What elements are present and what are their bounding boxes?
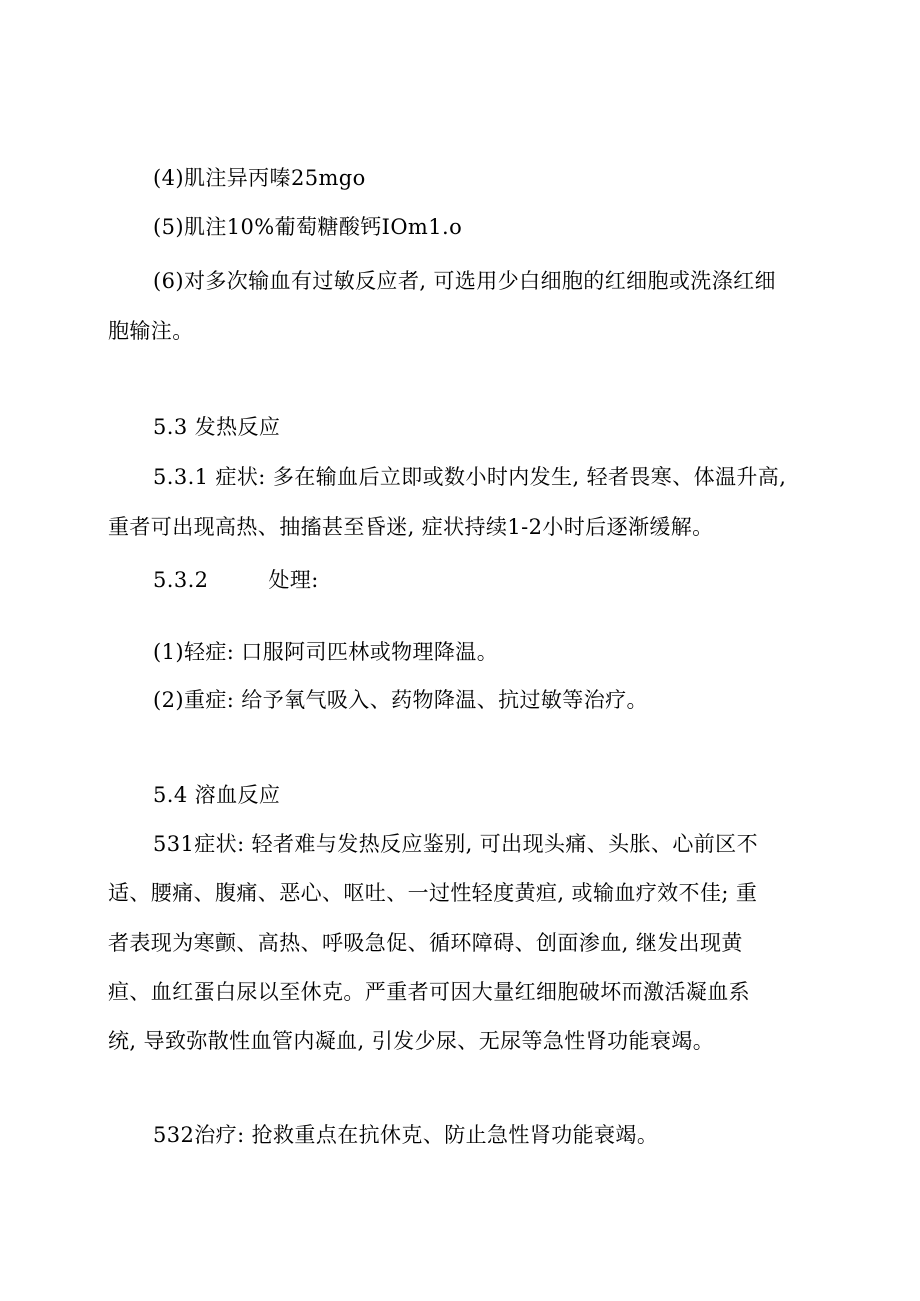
hemolysis-symptom-line-4: 疸、血红蛋白尿以至休克。严重者可因大量红细胞破坏而激活凝血系 — [108, 980, 750, 1004]
hemolysis-symptom-line-3: 者表现为寒颤、高热、呼吸急促、循环障碍、创面渗血, 继发出现黄 — [108, 931, 743, 955]
fever-treatment-label: 处理: — [268, 568, 319, 592]
hemolysis-treatment: 532治疗: 抢救重点在抗休克、防止急性肾功能衰竭。 — [153, 1123, 659, 1147]
list-item-6-line-2: 胞输注。 — [108, 319, 194, 343]
fever-symptom-line-1: 5.3.1 症状: 多在输血后立即或数小时内发生, 轻者畏寒、体温升高, — [153, 465, 787, 489]
hemolysis-symptom-line-1: 531症状: 轻者难与发热反应鉴别, 可出现头痛、头胀、心前区不 — [153, 832, 758, 856]
section-heading-5-3: 5.3 发热反应 — [153, 415, 281, 439]
list-item-4: (4)肌注异丙嗪25mgo — [153, 166, 366, 190]
hemolysis-symptom-line-5: 统, 导致弥散性血管内凝血, 引发少尿、无尿等急性肾功能衰竭。 — [108, 1029, 715, 1053]
hemolysis-symptom-line-2: 适、腰痛、腹痛、恶心、呕吐、一过性轻度黄疸, 或输血疗效不佳; 重 — [108, 881, 758, 905]
fever-symptom-line-2: 重者可出现高热、抽搐甚至昏迷, 症状持续1-2小时后逐渐缓解。 — [108, 515, 714, 539]
fever-treatment-item-2: (2)重症: 给予氧气吸入、药物降温、抗过敏等治疗。 — [153, 688, 648, 712]
list-item-5: (5)肌注10%葡萄糖酸钙IOm1.o — [153, 215, 463, 239]
list-item-6-line-1: (6)对多次输血有过敏反应者, 可选用少白细胞的红细胞或洗涤红细 — [153, 269, 776, 293]
fever-treatment-number: 5.3.2 — [153, 568, 209, 592]
fever-treatment-item-1: (1)轻症: 口服阿司匹林或物理降温。 — [153, 640, 499, 664]
section-heading-5-4: 5.4 溶血反应 — [153, 783, 281, 807]
fever-treatment-heading — [153, 565, 319, 595]
